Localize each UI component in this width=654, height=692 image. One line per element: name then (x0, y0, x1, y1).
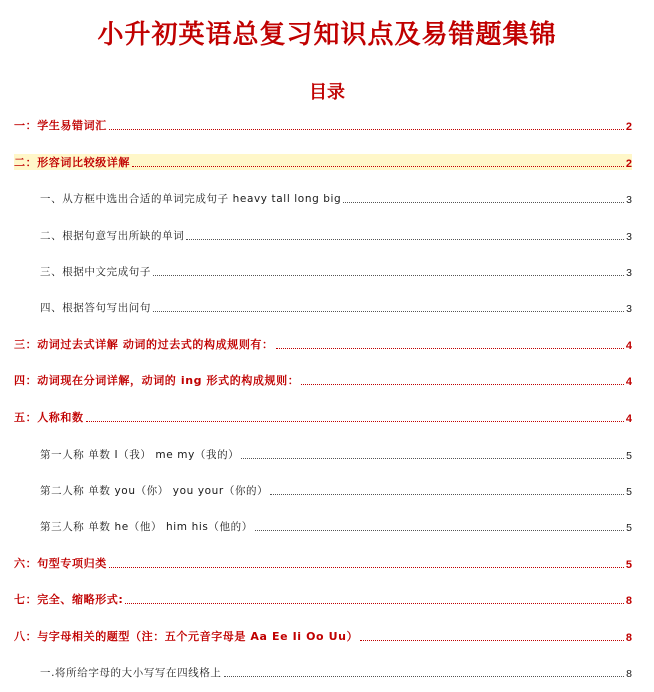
toc-leader (109, 129, 624, 130)
toc-entry[interactable] (14, 372, 632, 388)
toc-entry-text: 七：完全、缩略形式: (14, 593, 124, 606)
toc-page-number: 4 (625, 413, 632, 425)
toc-leader (301, 384, 624, 385)
toc-entry[interactable] (14, 117, 632, 133)
toc-entry-text: 一.将所给字母的大小写写在四线格上 (40, 667, 222, 679)
toc-page-number: 8 (626, 668, 632, 680)
toc-entry[interactable] (40, 299, 632, 315)
toc-page-number: 2 (625, 158, 632, 170)
toc-page-number: 3 (626, 194, 632, 206)
toc-entry-text: 五：人称和数 (14, 411, 84, 424)
toc-page-number: 4 (625, 376, 632, 388)
toc-leader (125, 603, 623, 604)
toc-leader (360, 640, 624, 641)
document-title: 小升初英语总复习知识点及易错题集锦 (97, 20, 557, 50)
toc-entry-text: 一：学生易错词汇 (14, 119, 107, 132)
toc-heading: 目录 (309, 82, 345, 103)
toc-page-number: 5 (626, 522, 632, 534)
toc-page-number: 4 (625, 340, 632, 352)
toc-page-number: 8 (625, 632, 632, 644)
toc-entry[interactable] (14, 336, 632, 352)
toc-entry[interactable] (14, 628, 632, 644)
toc-entry-text: 第三人称 单数 he（他） him his（他的） (40, 521, 253, 533)
toc-entry-text: 第一人称 单数 I（我） me my（我的） (40, 449, 240, 461)
toc-entry[interactable] (14, 555, 632, 571)
toc-page-number: 3 (626, 231, 632, 243)
toc-leader (241, 458, 624, 459)
toc-entry[interactable] (40, 263, 632, 279)
toc-page-number: 5 (625, 559, 632, 571)
toc-page-number: 2 (625, 121, 632, 133)
toc-leader (109, 567, 624, 568)
toc-page-number: 3 (626, 267, 632, 279)
toc-entry[interactable] (14, 591, 632, 607)
toc-entry-text: 八：与字母相关的题型（注：五个元音字母是 Aa Ee Ii Oo Uu） (14, 630, 359, 643)
toc-page-number: 8 (625, 595, 632, 607)
toc-entry[interactable] (40, 190, 632, 206)
toc-entry-text: 三、根据中文完成句子 (40, 266, 151, 278)
toc-leader (153, 275, 624, 276)
toc-page-number: 5 (626, 486, 632, 498)
toc-leader (132, 166, 624, 167)
toc-leader (86, 421, 624, 422)
toc-page-number: 3 (626, 303, 632, 315)
toc-leader (270, 494, 624, 495)
toc-entry-text: 二、根据句意写出所缺的单词 (40, 230, 185, 242)
toc-entry-text: 六：句型专项归类 (14, 557, 107, 570)
toc-page-number: 5 (626, 450, 632, 462)
toc-entry[interactable] (14, 409, 632, 425)
toc-leader (224, 676, 625, 677)
toc-entry-text: 一、从方框中选出合适的单词完成句子 heavy tall long big (40, 193, 342, 205)
toc-entry[interactable] (14, 154, 632, 170)
toc-entry-text: 二：形容词比较级详解 (14, 156, 130, 169)
toc-leader (255, 530, 624, 531)
toc-entry[interactable] (40, 664, 632, 680)
toc-entry[interactable] (40, 446, 632, 462)
toc-leader (186, 239, 624, 240)
toc-entry-text: 四、根据答句写出问句 (40, 302, 151, 314)
toc-entry-text: 四：动词现在分词详解，动词的 ing 形式的构成规则： (14, 374, 300, 387)
toc-entry[interactable] (40, 227, 632, 243)
toc-leader (343, 202, 624, 203)
toc-entry-text: 第二人称 单数 you（你） you your（你的） (40, 485, 269, 497)
toc-leader (276, 348, 624, 349)
toc-entry-text: 三：动词过去式详解 动词的过去式的构成规则有： (14, 338, 274, 351)
toc-leader (153, 311, 624, 312)
toc-entry[interactable] (40, 518, 632, 534)
toc-entry[interactable] (40, 482, 632, 498)
